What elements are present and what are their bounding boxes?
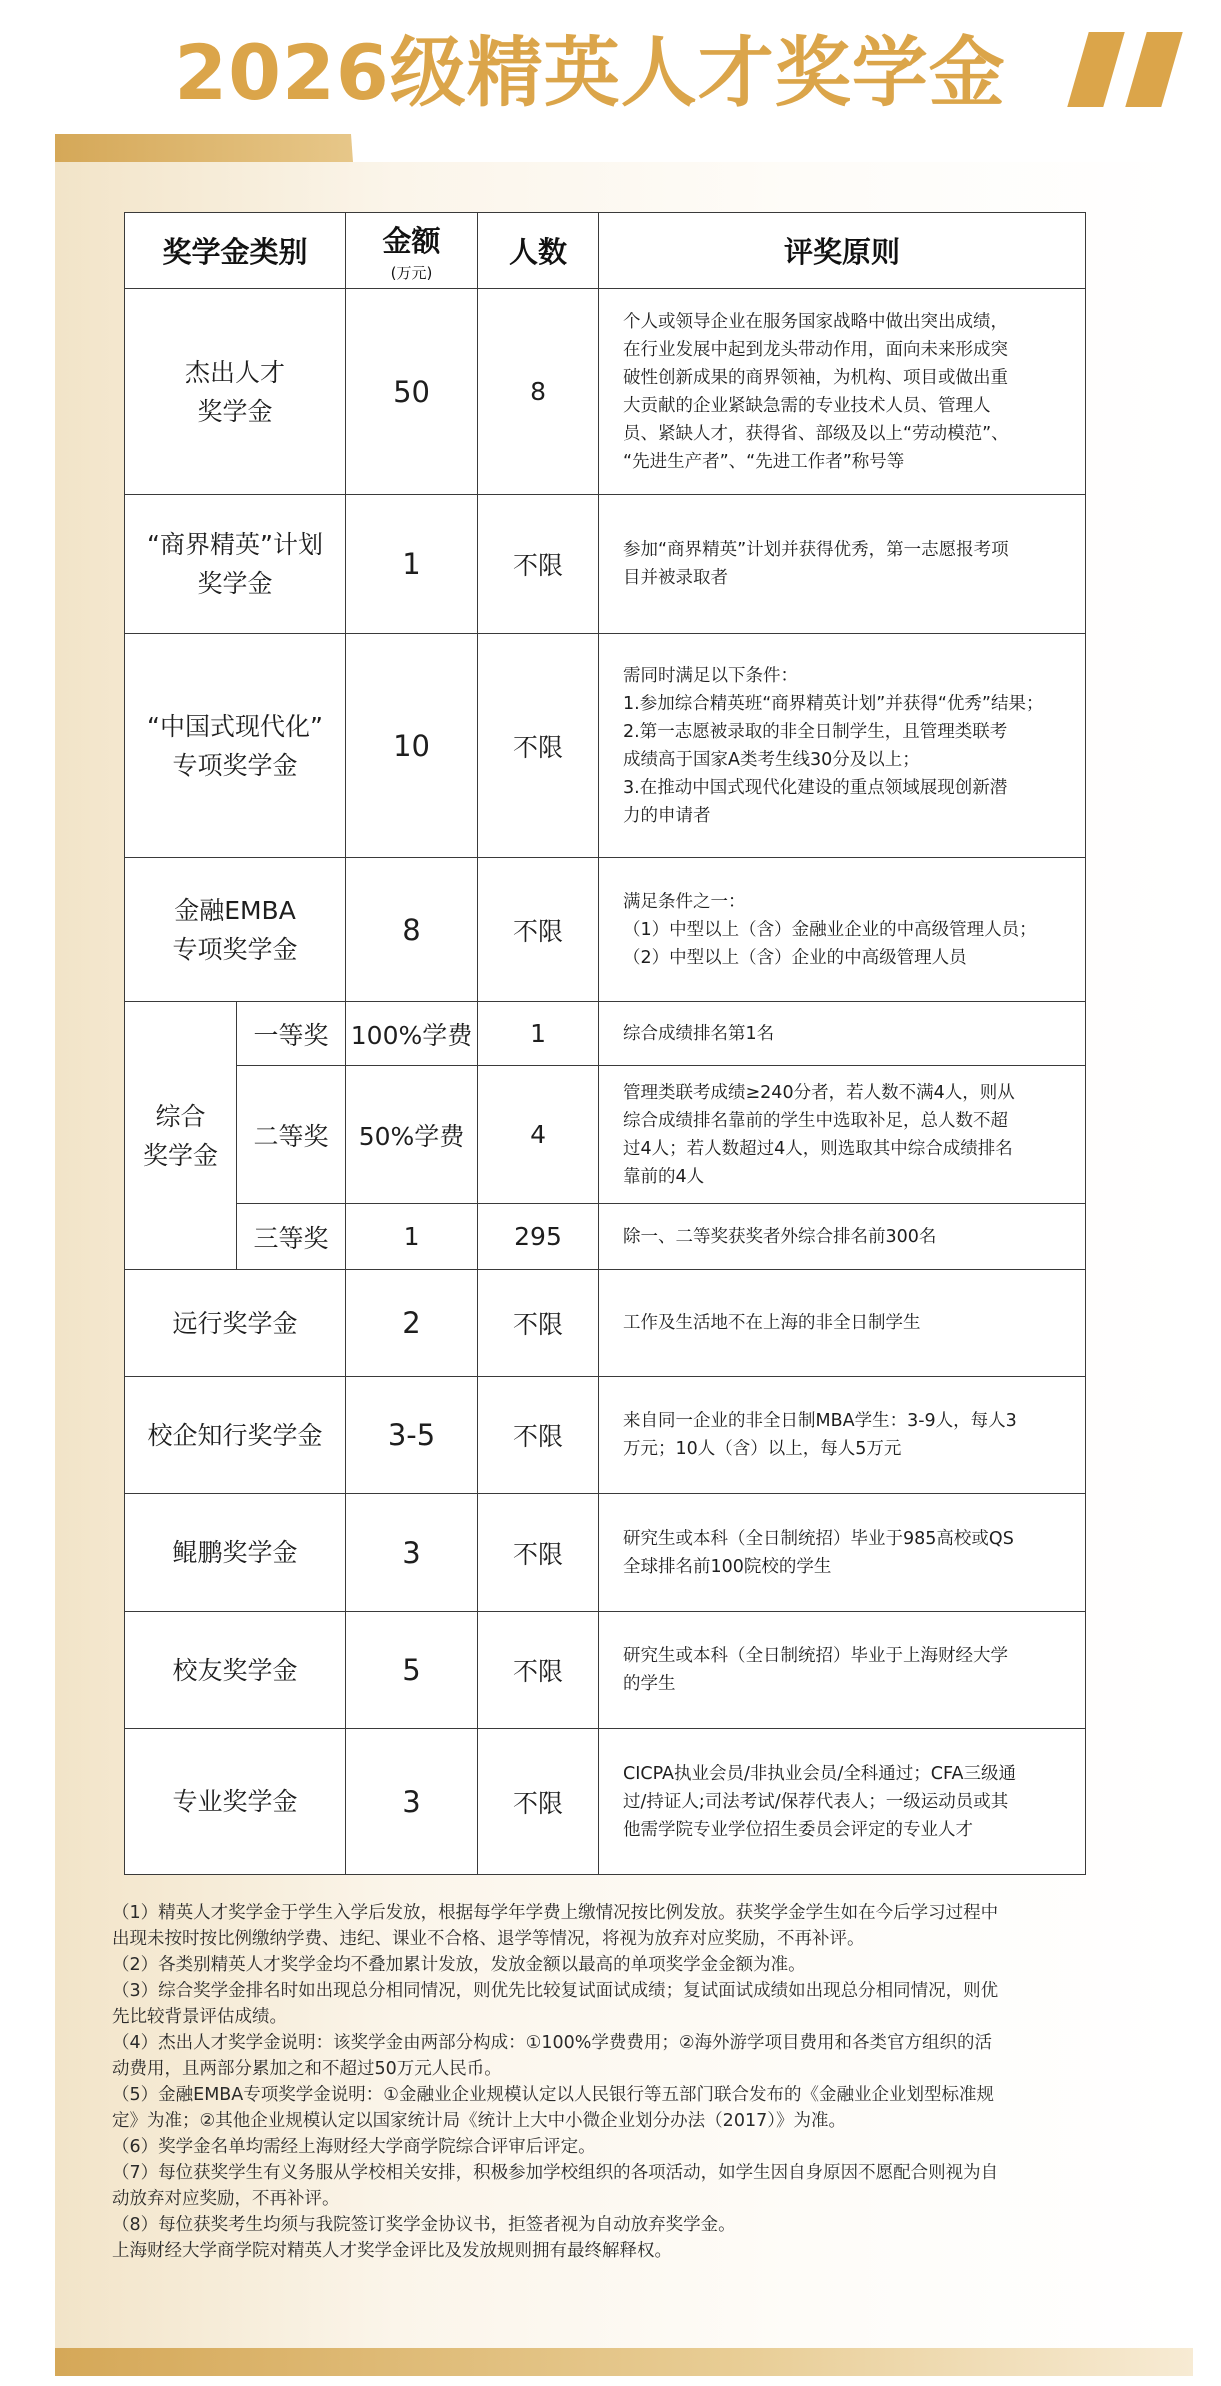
table-row [125, 495, 1086, 634]
row-category: 校企知行奖学金 [125, 1377, 346, 1494]
row-category: 鲲鹏奖学金 [125, 1494, 346, 1612]
note-line: 定》为准；②其他企业规模认定以国家统计局《统计上大中小微企业划分办法（2017）》为准。 [112, 2111, 846, 2131]
tier-principle: 除一、二等奖获奖者外综合排名前300名 [599, 1204, 1086, 1270]
row-amount: 5 [346, 1612, 478, 1729]
row-category: “商界精英”计划 奖学金 [125, 495, 346, 634]
scholarship-table [124, 212, 1086, 1875]
row-amount: 10 [346, 634, 478, 858]
table-row [125, 1494, 1086, 1612]
tier-amount: 100%学费 [346, 1002, 478, 1066]
row-amount: 3 [346, 1729, 478, 1875]
note-line: 先比较背景评估成绩。 [112, 2007, 287, 2027]
header-amount-unit: (万元) [390, 263, 433, 282]
row-count: 不限 [478, 495, 599, 634]
footnotes [112, 1900, 1102, 2264]
table-row [125, 1270, 1086, 1377]
row-category: “中国式现代化” 专项奖学金 [125, 634, 346, 858]
row-category: 校友奖学金 [125, 1612, 346, 1729]
decorative-slash [1067, 32, 1125, 107]
note-line: （6）奖学金名单均需经上海财经大学商学院综合评审后评定。 [112, 2137, 596, 2157]
header-amount-label: 金额 [382, 223, 441, 258]
table-row [125, 1204, 1086, 1270]
row-principle: 需同时满足以下条件： 1.参加综合精英班“商界精英计划”并获得“优秀”结果； 2.第一志愿被录取的非全日制学生，且管理类联考 成绩高于国家A类考生线30分及以上； 3.在推动中国式现代化建设的重点领域展现创新潜 力的申请者 [599, 634, 1086, 858]
table-row [125, 1729, 1086, 1875]
tier-name: 二等奖 [237, 1066, 346, 1204]
row-amount: 2 [346, 1270, 478, 1377]
row-amount: 8 [346, 858, 478, 1002]
header-ribbon [55, 134, 353, 162]
row-principle: 工作及生活地不在上海的非全日制学生 [599, 1270, 1086, 1377]
row-amount: 50 [346, 289, 478, 495]
comprehensive-category: 综合 奖学金 [125, 1002, 237, 1270]
row-count: 不限 [478, 858, 599, 1002]
note-line: （1）精英人才奖学金于学生入学后发放，根据每学年学费上缴情况按比例发放。获奖学金学生如在今后学习过程中 [112, 1903, 999, 1923]
row-principle: 参加“商界精英”计划并获得优秀，第一志愿报考项 目并被录取者 [599, 495, 1086, 634]
row-amount: 3 [346, 1494, 478, 1612]
row-principle: 研究生或本科（全日制统招）毕业于985高校或QS 全球排名前100院校的学生 [599, 1494, 1086, 1612]
tier-name: 三等奖 [237, 1204, 346, 1270]
row-principle: 研究生或本科（全日制统招）毕业于上海财经大学 的学生 [599, 1612, 1086, 1729]
tier-count: 4 [478, 1066, 599, 1204]
tier-principle: 综合成绩排名第1名 [599, 1002, 1086, 1066]
row-principle: 满足条件之一： （1）中型以上（含）金融业企业的中高级管理人员； （2）中型以上（含）企业的中高级管理人员 [599, 858, 1086, 1002]
table-row [125, 858, 1086, 1002]
note-line: （4）杰出人才奖学金说明：该奖学金由两部分构成：①100%学费费用；②海外游学项目费用和各类官方组织的活 [112, 2033, 993, 2053]
decorative-slash [1125, 32, 1183, 107]
row-count: 不限 [478, 1377, 599, 1494]
row-amount: 1 [346, 495, 478, 634]
header-principle: 评奖原则 [599, 213, 1086, 289]
tier-count: 1 [478, 1002, 599, 1066]
tier-name: 一等奖 [237, 1002, 346, 1066]
note-line: （3）综合奖学金排名时如出现总分相同情况，则优先比较复试面试成绩；复试面试成绩如出现总分相同情况，则优 [112, 1981, 999, 2001]
table-row [125, 289, 1086, 495]
row-count: 不限 [478, 634, 599, 858]
page-title: 2026级精英人才奖学金 [174, 28, 1006, 117]
row-principle: 个人或领导企业在服务国家战略中做出突出成绩， 在行业发展中起到龙头带动作用，面向未来形成突 破性创新成果的商界领袖，为机构、项目或做出重 大贡献的企业紧缺急需的专业技术人员、管理人 员、紧缺人才，获得省、部级及以上“劳动模范”、 “先进生产者”、“先进工作者”称号等 [599, 289, 1086, 495]
tier-count: 295 [478, 1204, 599, 1270]
row-count: 不限 [478, 1270, 599, 1377]
header-category: 奖学金类别 [125, 213, 346, 289]
table-row [125, 1612, 1086, 1729]
row-count: 不限 [478, 1729, 599, 1875]
table-header-row [125, 213, 1086, 289]
row-count: 不限 [478, 1612, 599, 1729]
row-category: 专业奖学金 [125, 1729, 346, 1875]
note-line: （2）各类别精英人才奖学金均不叠加累计发放，发放金额以最高的单项奖学金金额为准。 [112, 1955, 806, 1975]
note-line: （7）每位获奖学生有义务服从学校相关安排，积极参加学校组织的各项活动，如学生因自身原因不愿配合则视为自 [112, 2163, 999, 2183]
header-amount [346, 213, 478, 289]
row-count: 不限 [478, 1494, 599, 1612]
table-row [125, 1377, 1086, 1494]
table-row [125, 634, 1086, 858]
note-line: 出现未按时按比例缴纳学费、违纪、课业不合格、退学等情况，将视为放弃对应奖励，不再补评。 [112, 1929, 865, 1949]
note-line: 动放弃对应奖励，不再补评。 [112, 2189, 340, 2209]
row-principle: CICPA执业会员/非执业会员/全科通过；CFA三级通 过/持证人;司法考试/保荐代表人；一级运动员或其 他需学院专业学位招生委员会评定的专业人才 [599, 1729, 1086, 1875]
note-line: 上海财经大学商学院对精英人才奖学金评比及发放规则拥有最终解释权。 [112, 2241, 672, 2261]
note-line: 动费用，且两部分累加之和不超过50万元人民币。 [112, 2059, 502, 2079]
row-count: 8 [478, 289, 599, 495]
table-row [125, 1002, 1086, 1066]
row-amount: 3-5 [346, 1377, 478, 1494]
tier-amount: 1 [346, 1204, 478, 1270]
table-row [125, 1066, 1086, 1204]
note-line: （5）金融EMBA专项奖学金说明：①金融业企业规模认定以人民银行等五部门联合发布的《金融业企业划型标准规 [112, 2085, 994, 2105]
row-category: 金融EMBA 专项奖学金 [125, 858, 346, 1002]
row-principle: 来自同一企业的非全日制MBA学生：3-9人，每人3 万元；10人（含）以上，每人5万元 [599, 1377, 1086, 1494]
tier-principle: 管理类联考成绩≥240分者，若人数不满4人，则从 综合成绩排名靠前的学生中选取补足，总人数不超 过4人；若人数超过4人，则选取其中综合成绩排名 靠前的4人 [599, 1066, 1086, 1204]
tier-amount: 50%学费 [346, 1066, 478, 1204]
bottom-bar [55, 2348, 1193, 2376]
note-line: （8）每位获奖考生均须与我院签订奖学金协议书，拒签者视为自动放弃奖学金。 [112, 2215, 736, 2235]
row-category: 远行奖学金 [125, 1270, 346, 1377]
row-category: 杰出人才 奖学金 [125, 289, 346, 495]
header-count: 人数 [478, 213, 599, 289]
